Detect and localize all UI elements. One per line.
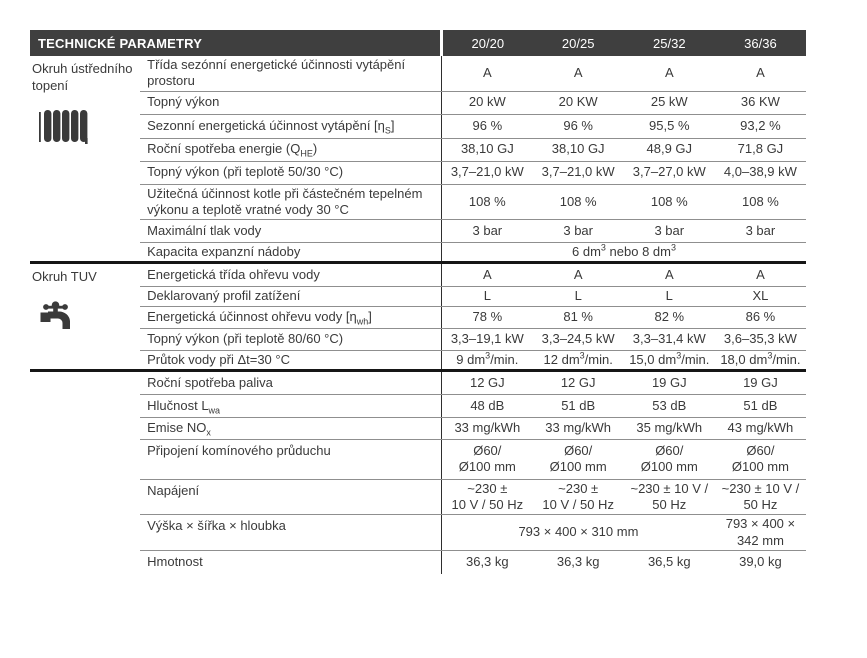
param-label: Energetická třída ohřevu vody	[140, 263, 441, 287]
param-label: Hlučnost $L_{wa}$	[140, 394, 441, 417]
section-label: Okruh ústředního topení	[32, 61, 133, 93]
value-cell: Ø60/ Ø100 mm	[533, 439, 624, 479]
value-cell: 4,0–38,9 kW	[715, 161, 806, 184]
value-cell: A	[715, 56, 806, 91]
param-label: Roční spotřeba paliva	[140, 370, 441, 394]
value-cell: A	[533, 263, 624, 287]
value-cell: A	[442, 263, 533, 287]
value-cell: 36,3 kg	[556, 554, 600, 570]
table-row	[30, 350, 806, 370]
value-cell: ~230 ± 10 V / 50 Hz	[442, 479, 533, 515]
section-label: Okruh TUV	[32, 269, 97, 285]
table-row	[30, 138, 806, 161]
value-cell: 793 × 400 × 342 mm	[715, 515, 806, 551]
radiator-icon	[32, 109, 136, 147]
technical-parameters-table	[30, 30, 806, 574]
param-label: Topný výkon (při teplotě 50/30 °C)	[140, 161, 441, 184]
value-cell: 3,7–27,0 kW	[624, 161, 715, 184]
param-label: Kapacita expanzní nádoby	[147, 244, 301, 259]
param-label: Hmotnost	[147, 554, 203, 570]
table-row	[30, 161, 806, 184]
model-column-header: 20/25	[533, 30, 624, 56]
value-cell: 71,8 GJ	[715, 138, 806, 161]
value-cell: 20 kW	[442, 91, 533, 114]
value-cell: 53 dB	[624, 394, 715, 417]
value-cell: 3,3–19,1 kW	[442, 328, 533, 350]
param-label: Průtok vody při Δt=30 °C	[147, 351, 290, 367]
value-cell: L	[533, 287, 624, 306]
value-cell: 12 GJ	[533, 370, 624, 394]
param-label: Emise $NO_x$	[140, 417, 441, 439]
value-cell: 20 KW	[533, 91, 624, 114]
table-row	[30, 91, 806, 114]
value-cell: 93,2 %	[715, 114, 806, 138]
value-cell: 9 $dm^3/\min$.	[442, 350, 533, 370]
value-cell: 82 %	[624, 306, 715, 328]
table-row	[30, 56, 806, 91]
value-cell: 51 dB	[533, 394, 624, 417]
table-row	[30, 328, 806, 350]
param-label: Topný výkon (při teplotě 80/60 °C)	[140, 328, 441, 350]
table-row	[30, 184, 806, 220]
table-row	[30, 243, 806, 263]
value-cell: 12 $dm^3/\min$.	[543, 350, 613, 367]
value-cell: 78 %	[442, 306, 533, 328]
value-cell: 95,5 %	[624, 114, 715, 138]
param-label: Topný výkon	[140, 91, 441, 114]
value-cell: 3 bar	[442, 220, 533, 243]
value-cell: Ø60/ Ø100 mm	[624, 439, 715, 479]
table-row	[30, 220, 806, 243]
value-cell: 25 kW	[624, 91, 715, 114]
value-cell: 3,3–24,5 kW	[533, 328, 624, 350]
value-cell: 48,9 GJ	[624, 138, 715, 161]
value-cell: Ø60/ Ø100 mm	[442, 439, 533, 479]
value-cell: 38,10 GJ	[533, 138, 624, 161]
param-label: Napájení	[140, 479, 441, 515]
table-row	[30, 114, 806, 138]
value-cell-span: 793 × 400 × 310 mm	[442, 515, 715, 551]
value-cell: 96 %	[533, 114, 624, 138]
value-cell: 33 mg/kWh	[442, 417, 533, 439]
value-cell: L	[442, 287, 533, 306]
value-cell: 3,3–31,4 kW	[624, 328, 715, 350]
value-cell: 3 bar	[533, 220, 624, 243]
table-row	[30, 417, 806, 439]
value-cell: XL	[715, 287, 806, 306]
value-cell: 3,6–35,3 kW	[715, 328, 806, 350]
table-row	[30, 479, 806, 515]
value-cell: 108 %	[715, 184, 806, 220]
table-row	[30, 394, 806, 417]
value-cell: 3,7–21,0 kW	[442, 161, 533, 184]
value-cell-span: 6 $dm^3$ nebo 8 $dm^3$	[442, 243, 806, 263]
model-column-header: 25/32	[624, 30, 715, 56]
value-cell: L	[624, 287, 715, 306]
value-cell: ~230 ± 10 V / 50 Hz	[533, 479, 624, 515]
table-header-row	[30, 30, 806, 56]
value-cell: A	[442, 56, 533, 91]
value-cell: 39,0 kg	[739, 554, 782, 570]
table-row	[30, 287, 806, 306]
value-cell: 108 %	[533, 184, 624, 220]
model-column-header: 20/20	[442, 30, 533, 56]
value-cell: 36,3 kg	[442, 550, 533, 574]
table-row	[30, 550, 806, 574]
value-cell: A	[624, 56, 715, 91]
table-row	[30, 515, 806, 551]
param-label: Připojení komínového průduchu	[140, 439, 441, 479]
param-label: Roční spotřeba energie $(Q_{HE})$	[140, 138, 441, 161]
section-label-cell	[30, 370, 140, 574]
param-label: Energetická účinnost ohřevu vody $[\eta_{wh}]$	[140, 306, 441, 328]
value-cell: A	[533, 56, 624, 91]
value-cell: 12 GJ	[442, 370, 533, 394]
param-label: Maximální tlak vody	[140, 220, 441, 243]
value-cell: 19 GJ	[715, 370, 806, 394]
value-cell: 81 %	[533, 306, 624, 328]
value-cell: ~230 ± 10 V / 50 Hz	[624, 479, 715, 515]
value-cell: 96 %	[442, 114, 533, 138]
value-cell: Ø60/ Ø100 mm	[715, 439, 806, 479]
value-cell: 36,5 kg	[647, 554, 691, 570]
value-cell: A	[624, 263, 715, 287]
value-cell: 43 mg/kWh	[715, 417, 806, 439]
table-row	[30, 263, 806, 287]
value-cell: 36 KW	[715, 91, 806, 114]
model-column-header: 36/36	[715, 30, 806, 56]
param-label: Deklarovaný profil zatížení	[140, 287, 441, 306]
section-label-cell	[30, 56, 140, 263]
value-cell: 38,10 GJ	[442, 138, 533, 161]
table-row	[30, 439, 806, 479]
value-cell: 108 %	[442, 184, 533, 220]
param-label: Výška × šířka × hloubka	[140, 515, 441, 551]
value-cell: 51 dB	[715, 394, 806, 417]
param-label: Třída sezónní energetické účinnosti vytápění prostoru	[140, 56, 441, 91]
value-cell: 15,0 $dm^3/\min$.	[629, 350, 710, 367]
param-label: Užitečná účinnost kotle při částečném tepelném výkonu a teplotě vratné vody 30 °C	[140, 184, 441, 220]
value-cell: 108 %	[624, 184, 715, 220]
value-cell: 48 dB	[442, 394, 533, 417]
value-cell: 19 GJ	[624, 370, 715, 394]
value-cell: 3 bar	[624, 220, 715, 243]
value-cell: 3,7–21,0 kW	[533, 161, 624, 184]
table-row	[30, 370, 806, 394]
section-label-cell	[30, 263, 140, 371]
value-cell: 35 mg/kWh	[624, 417, 715, 439]
value-cell: 33 mg/kWh	[533, 417, 624, 439]
value-cell: 3 bar	[715, 220, 806, 243]
param-label: Sezonní energetická účinnost vytápění $[\eta_S]$	[140, 114, 441, 138]
faucet-icon	[32, 300, 136, 334]
table-row	[30, 306, 806, 328]
table-title: TECHNICKÉ PARAMETRY	[30, 30, 442, 56]
value-cell: A	[715, 263, 806, 287]
value-cell: ~230 ± 10 V / 50 Hz	[715, 479, 806, 515]
value-cell: 18,0 $dm^3/\min$.	[720, 350, 801, 367]
value-cell: 86 %	[715, 306, 806, 328]
